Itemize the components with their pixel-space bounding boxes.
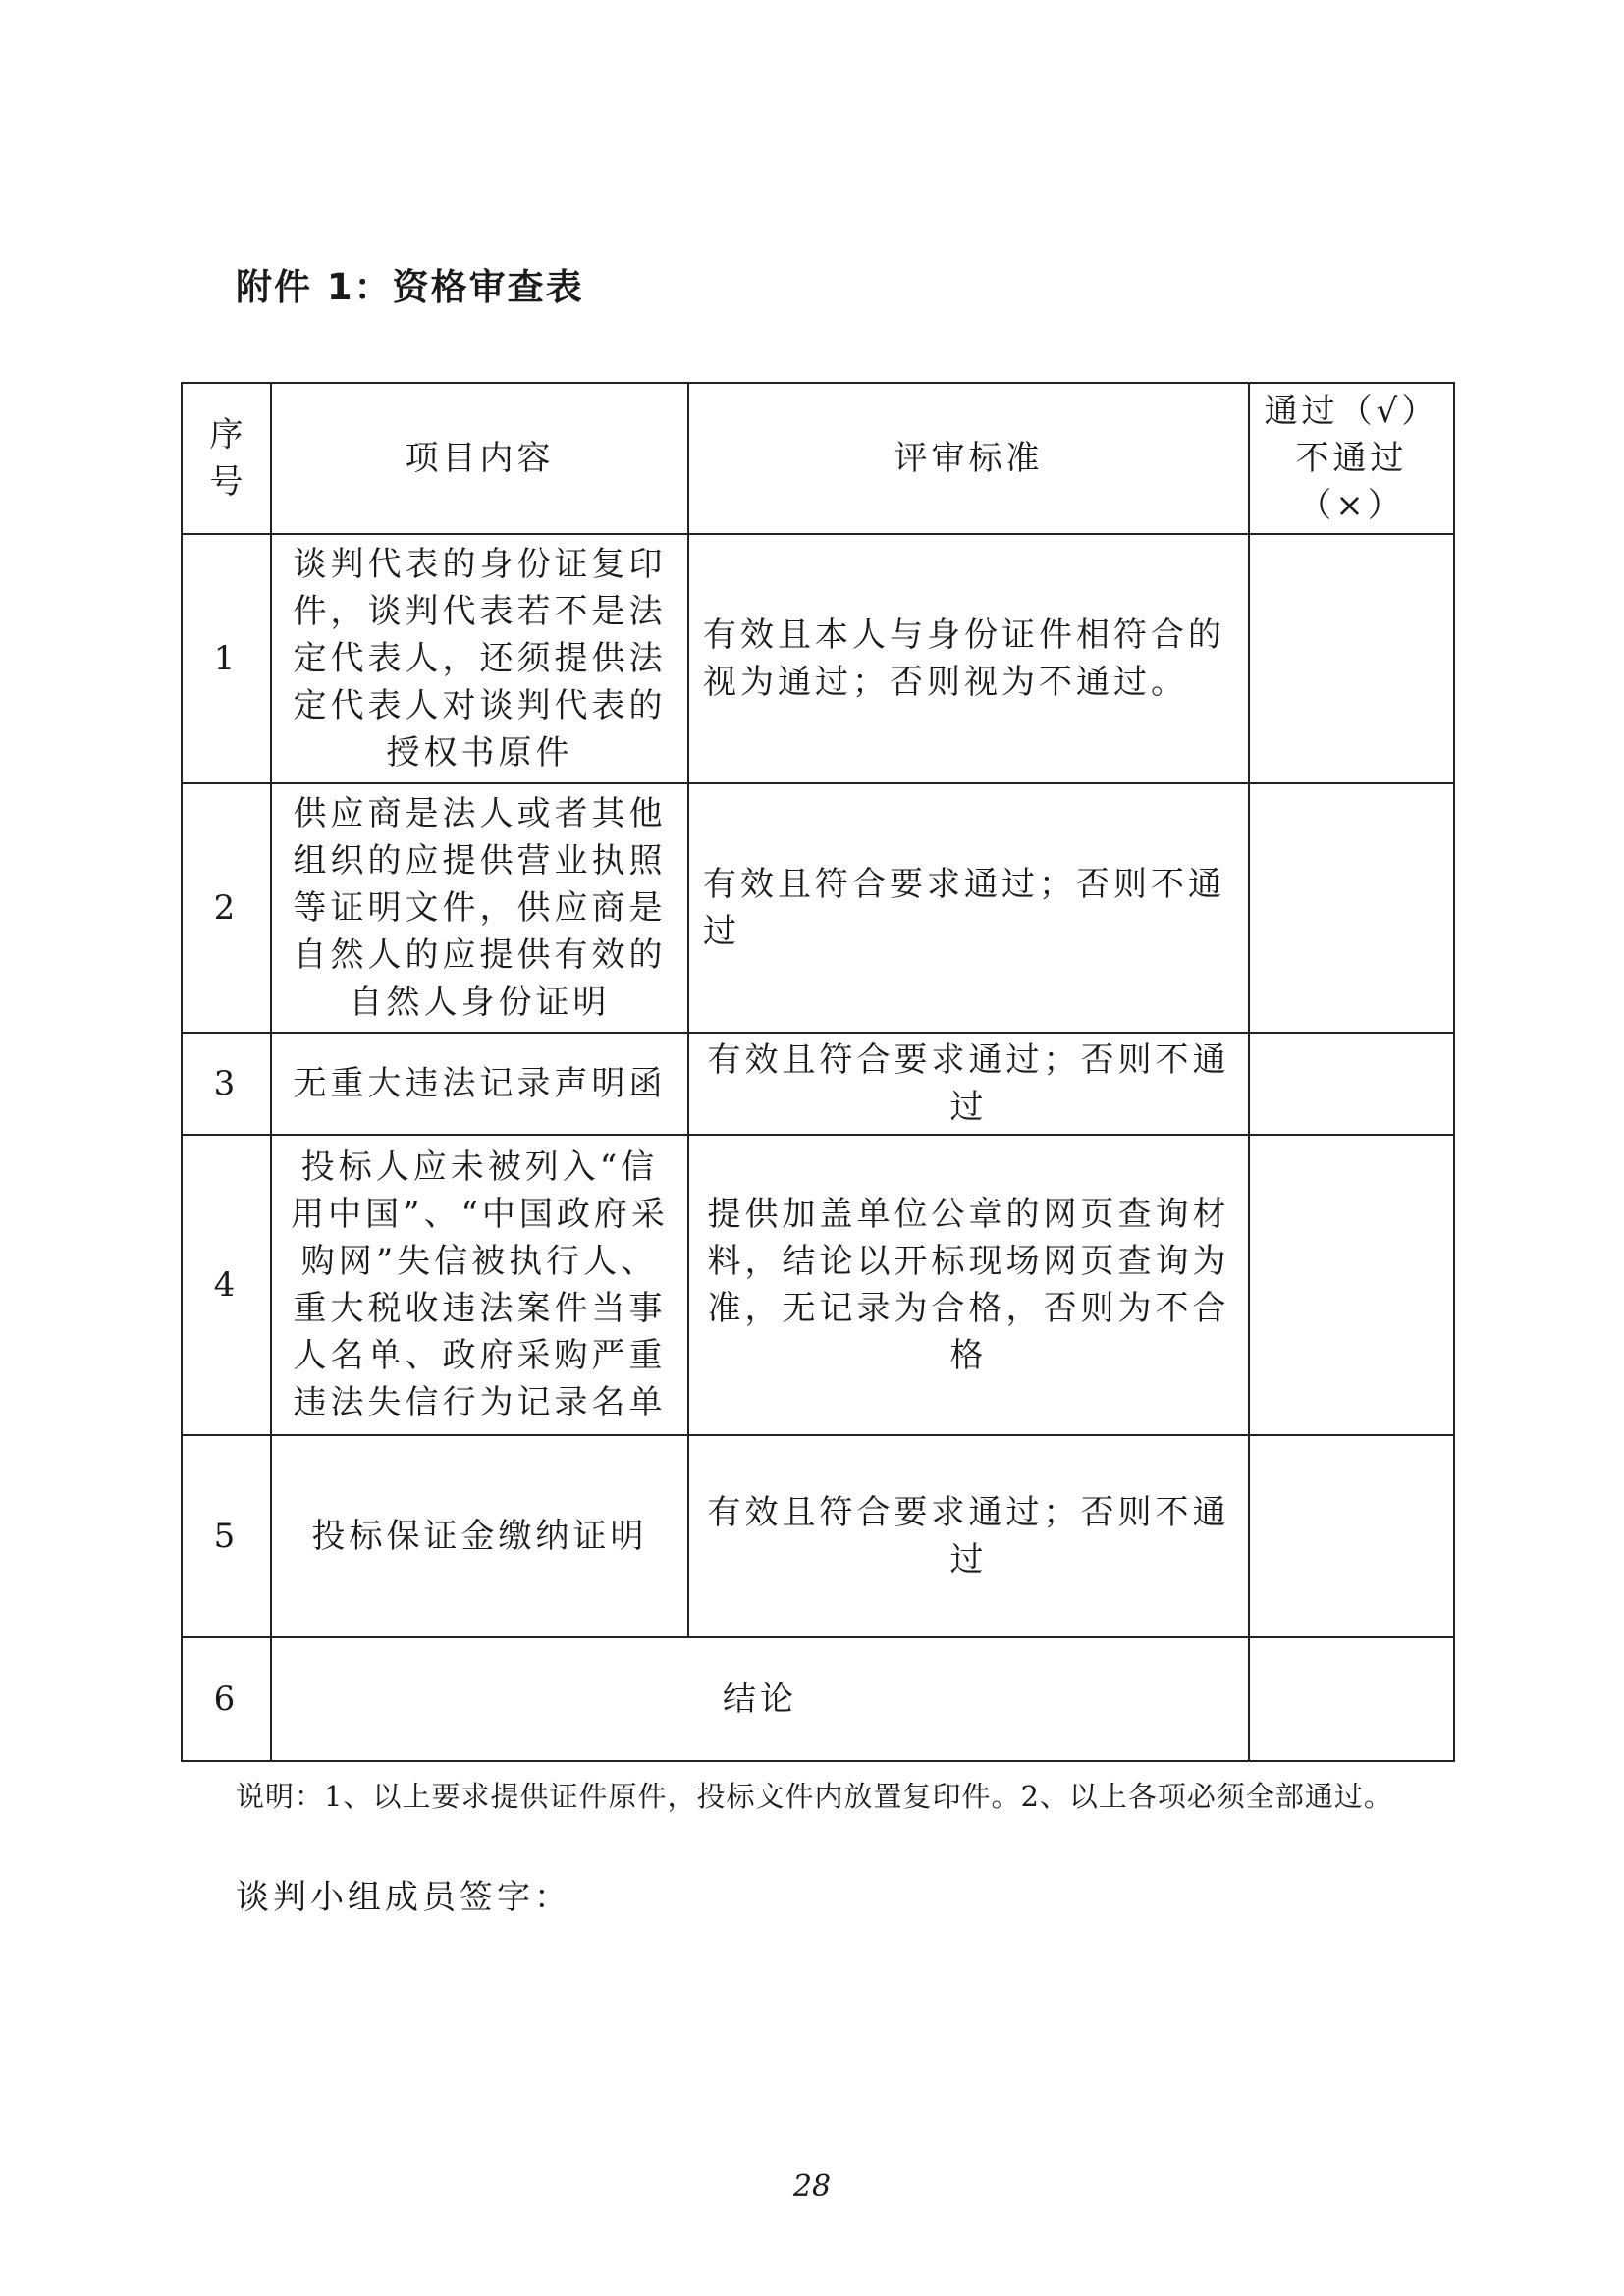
qualification-review-table — [181, 382, 1455, 1762]
row-standard: 有效且本人与身份证件相符合的视为通过；否则视为不通过。 — [688, 534, 1249, 783]
row-no: 6 — [182, 1637, 271, 1761]
row-result-cell[interactable] — [1249, 1637, 1454, 1761]
table-header-row — [182, 383, 1454, 534]
page-number: 28 — [792, 2169, 832, 2204]
row-item: 投标保证金缴纳证明 — [271, 1435, 688, 1637]
row-item: 供应商是法人或者其他组织的应提供营业执照等证明文件，供应商是自然人的应提供有效的自然人身份证明 — [271, 783, 688, 1033]
header-standard: 评审标准 — [688, 383, 1249, 534]
header-result-line2: 不通过 — [1295, 439, 1408, 478]
row-no: 2 — [182, 783, 271, 1033]
row-standard: 有效且符合要求通过；否则不通过 — [688, 783, 1249, 1033]
row-result-cell[interactable] — [1249, 1033, 1454, 1135]
table-note: 说明：1、以上要求提供证件原件，投标文件内放置复印件。2、以上各项必须全部通过。 — [236, 1780, 1393, 1813]
row-item: 无重大违法记录声明函 — [271, 1033, 688, 1135]
header-item: 项目内容 — [271, 383, 688, 534]
row-result-cell[interactable] — [1249, 1435, 1454, 1637]
table-row — [182, 783, 1454, 1033]
table-row — [182, 1435, 1454, 1637]
row-no: 5 — [182, 1435, 271, 1637]
row-no: 1 — [182, 534, 271, 783]
table-row — [182, 534, 1454, 783]
row-result-cell[interactable] — [1249, 783, 1454, 1033]
header-result-line1: 通过（√） — [1264, 392, 1439, 431]
page-title: 附件 1：资格审查表 — [236, 266, 584, 308]
header-result-line3: （×） — [1298, 486, 1405, 525]
row-standard: 提供加盖单位公章的网页查询材料，结论以开标现场网页查询为准，无记录为合格，否则为不合格 — [688, 1135, 1249, 1435]
header-no-label: 序号 — [209, 415, 244, 502]
row-standard: 有效且符合要求通过；否则不通过 — [688, 1033, 1249, 1135]
table-row — [182, 1033, 1454, 1135]
conclusion-label: 结论 — [271, 1637, 1249, 1761]
header-result — [1249, 383, 1454, 534]
row-item: 谈判代表的身份证复印件，谈判代表若不是法定代表人，还须提供法定代表人对谈判代表的授权书原件 — [271, 534, 688, 783]
row-standard: 有效且符合要求通过；否则不通过 — [688, 1435, 1249, 1637]
row-result-cell[interactable] — [1249, 534, 1454, 783]
header-no — [182, 383, 271, 534]
row-no: 4 — [182, 1135, 271, 1435]
row-result-cell[interactable] — [1249, 1135, 1454, 1435]
row-no: 3 — [182, 1033, 271, 1135]
signature-label: 谈判小组成员签字： — [236, 1878, 571, 1917]
table-row — [182, 1135, 1454, 1435]
table-row-conclusion — [182, 1637, 1454, 1761]
row-item: 投标人应未被列入“信用中国”、“中国政府采购网”失信被执行人、重大税收违法案件当事人名单、政府采购严重违法失信行为记录名单 — [271, 1135, 688, 1435]
